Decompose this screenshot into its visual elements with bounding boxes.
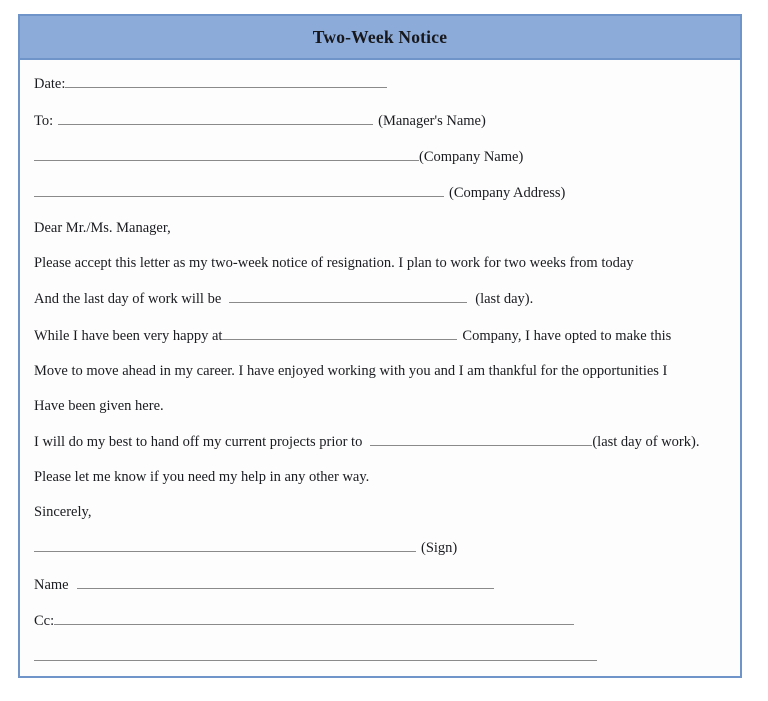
name-row — [34, 576, 724, 592]
company-address-input-rule[interactable] — [34, 185, 444, 197]
last-day-caption: (last day). — [475, 291, 534, 308]
closing-text: Sincerely, — [34, 504, 92, 521]
cc-row — [34, 613, 724, 629]
paragraph-6-text: I will do my best to hand off my current projects prior to — [34, 434, 363, 451]
paragraph-1-text: Please accept this letter as my two-week notice of resignation. I plan to work for two weeks from today — [34, 255, 634, 272]
date-row — [34, 76, 724, 92]
to-row — [34, 112, 724, 128]
extra-blank-input-rule[interactable] — [34, 649, 597, 661]
paragraph-3-row — [34, 327, 724, 343]
paragraph-5-row — [34, 399, 724, 414]
to-label: To: — [34, 112, 54, 129]
company-word-caption: Company, I have opted to make this — [462, 327, 672, 344]
signature-row — [34, 540, 724, 556]
paragraph-7-text: Please let me know if you need my help in any other way. — [34, 469, 370, 486]
company-name-caption: (Company Name) — [419, 148, 524, 165]
last-day-of-work-caption: (last day of work). — [592, 434, 700, 451]
name-input-rule[interactable] — [77, 576, 494, 588]
company-input-rule[interactable] — [222, 327, 457, 339]
paragraph-2-row — [34, 291, 724, 307]
company-name-row — [34, 149, 724, 165]
paragraph-5-text: Have been given here. — [34, 397, 164, 414]
manager-name-caption: (Manager's Name) — [378, 112, 486, 129]
company-address-caption: (Company Address) — [449, 185, 566, 202]
name-label: Name — [34, 576, 69, 593]
salutation-text: Dear Mr./Ms. Manager, — [34, 220, 171, 237]
company-name-input-rule[interactable] — [34, 149, 419, 161]
paragraph-1-row — [34, 256, 724, 271]
document-body — [20, 60, 740, 676]
last-day-input-rule[interactable] — [229, 291, 467, 303]
salutation-row — [34, 221, 724, 236]
prior-to-date-input-rule[interactable] — [370, 434, 592, 446]
closing-row — [34, 505, 724, 520]
notice-form-frame — [18, 14, 742, 678]
page-title: Two-Week Notice — [312, 26, 448, 47]
signature-input-rule[interactable] — [34, 540, 416, 552]
manager-name-input-rule[interactable] — [58, 112, 373, 124]
sign-caption: (Sign) — [421, 540, 458, 557]
paragraph-3-text: While I have been very happy at — [34, 327, 223, 344]
document-header-bar — [20, 16, 740, 60]
company-address-row — [34, 185, 724, 201]
date-input-rule[interactable] — [65, 76, 387, 88]
date-label: Date: — [34, 76, 66, 93]
cc-input-rule[interactable] — [54, 613, 574, 625]
extra-blank-row — [34, 649, 724, 661]
paragraph-7-row — [34, 470, 724, 485]
paragraph-4-row — [34, 364, 724, 379]
paragraph-4-text: Move to move ahead in my career. I have enjoyed working with you and I am thankful for the opportunities I — [34, 362, 668, 379]
paragraph-2-text: And the last day of work will be — [34, 291, 222, 308]
cc-label: Cc: — [34, 612, 55, 629]
paragraph-6-row — [34, 434, 724, 450]
